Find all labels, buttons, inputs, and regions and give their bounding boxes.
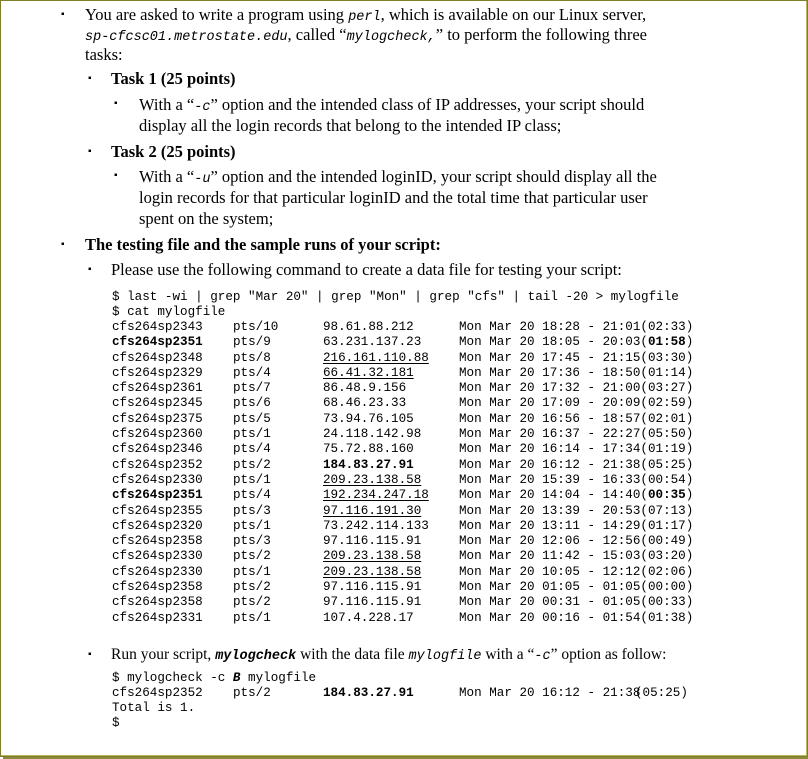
- log-date-cell: Mon Mar 20 17:32 - 21:00: [459, 381, 641, 396]
- run-option: -c: [534, 649, 551, 664]
- task2-option: -u: [194, 172, 211, 187]
- log-user-cell: cfs264sp2346: [112, 442, 203, 457]
- task1-heading: Task 1 (25 points): [111, 69, 236, 88]
- table-row: [112, 396, 693, 411]
- log-tty-cell: pts/8: [233, 350, 271, 365]
- log-duration-cell: (02:59): [640, 396, 694, 411]
- log-tty-cell: pts/9: [233, 335, 271, 350]
- log-tty-cell: pts/6: [233, 396, 271, 411]
- log-user-cell: cfs264sp2329: [112, 365, 203, 380]
- table-row: [112, 611, 693, 626]
- log-duration-cell: (02:01): [640, 411, 694, 426]
- intro-line-1: You are asked to write a program using perl, which is available on our Linux server,: [85, 5, 647, 25]
- log-ip-cell: 192.234.247.18: [323, 488, 429, 503]
- table-row: [112, 335, 693, 350]
- log-duration-cell: (00:33): [640, 595, 694, 610]
- log-table: [112, 320, 693, 626]
- table-row: [112, 595, 693, 610]
- log-tty-cell: pts/4: [233, 488, 271, 503]
- log-ip-cell: 73.242.114.133: [323, 518, 429, 533]
- command-line-1: $ last -wi | grep "Mar 20" | grep "Mon" | grep "cfs" | tail -20 > mylogfile: [112, 290, 679, 304]
- log-ip-cell: 66.41.32.181: [323, 365, 414, 380]
- log-date-cell: Mon Mar 20 13:11 - 14:29: [459, 518, 641, 533]
- log-tty-cell: pts/1: [233, 564, 271, 579]
- table-row: [112, 412, 693, 427]
- log-duration-cell: (01:38): [640, 610, 694, 625]
- log-date-cell: Mon Mar 20 00:16 - 01:54: [459, 610, 641, 625]
- task2-heading: Task 2 (25 points): [111, 142, 236, 161]
- log-duration-cell: (01:17): [640, 518, 694, 533]
- log-user-cell: cfs264sp2351: [112, 335, 203, 350]
- log-tty-cell: pts/7: [233, 381, 271, 396]
- log-tty-cell: pts/2: [233, 549, 271, 564]
- log-user-cell: cfs264sp2348: [112, 350, 203, 365]
- log-ip-cell: 24.118.142.98: [323, 427, 422, 442]
- log-ip-cell: 97.116.115.91: [323, 534, 422, 549]
- log-date-cell: Mon Mar 20 16:14 - 17:34: [459, 442, 641, 457]
- log-ip-cell: 97.116.115.91: [323, 580, 422, 595]
- log-ip-cell: 209.23.138.58: [323, 472, 422, 487]
- log-tty-cell: pts/3: [233, 503, 271, 518]
- log-ip-cell: 97.116.191.30: [323, 503, 422, 518]
- log-duration-cell: (00:54): [640, 472, 694, 487]
- log-ip-cell: 209.23.138.58: [323, 549, 422, 564]
- log-date-cell: Mon Mar 20 15:39 - 16:33: [459, 472, 641, 487]
- log-date-cell: Mon Mar 20 17:09 - 20:09: [459, 396, 641, 411]
- bullet-instruction: ▪: [88, 264, 92, 275]
- log-date-cell: Mon Mar 20 12:06 - 12:56: [459, 534, 641, 549]
- log-duration-cell: (01:14): [640, 365, 694, 380]
- log-user-cell: cfs264sp2358: [112, 580, 203, 595]
- table-row: [112, 504, 693, 519]
- log-user-cell: cfs264sp2352: [112, 457, 203, 472]
- log-date-cell: Mon Mar 20 01:05 - 01:05: [459, 580, 641, 595]
- bullet-testing: ▪: [61, 239, 65, 250]
- table-row: [112, 488, 693, 503]
- server-name: sp-cfcsc01.metrostate.edu: [85, 30, 288, 45]
- log-user-cell: cfs264sp2345: [112, 396, 203, 411]
- log-user-cell: cfs264sp2375: [112, 411, 203, 426]
- run-instruction: Run your script, mylogcheck with the data file mylogfile with a “-c” option as follow:: [111, 646, 667, 664]
- log-duration-cell: (03:20): [640, 549, 694, 564]
- log-ip-cell: 97.116.115.91: [323, 595, 422, 610]
- log-ip-cell: 86.48.9.156: [323, 381, 407, 396]
- log-date-cell: Mon Mar 20 18:05 - 20:03: [459, 335, 641, 350]
- run-file-name: mylogfile: [408, 649, 482, 664]
- log-user-cell: cfs264sp2320: [112, 518, 203, 533]
- log-tty-cell: pts/1: [233, 518, 271, 533]
- log-duration-cell: (02:06): [640, 564, 694, 579]
- log-date-cell: Mon Mar 20 16:56 - 18:57: [459, 411, 641, 426]
- task2-line-2: login records for that particular loginID and the total time that particular user: [139, 188, 648, 207]
- log-duration-cell: (00:35): [640, 488, 694, 503]
- bullet-task2-desc: ▪: [114, 170, 118, 181]
- run-command: $ mylogcheck -c B mylogfile: [112, 671, 317, 685]
- run-prompt: $: [112, 716, 120, 730]
- log-duration-cell: (05:25): [640, 457, 694, 472]
- log-date-cell: Mon Mar 20 11:42 - 15:03: [459, 549, 641, 564]
- log-duration-cell: (00:00): [640, 580, 694, 595]
- log-duration-cell: (00:49): [640, 534, 694, 549]
- table-row: [112, 534, 693, 549]
- log-user-cell: cfs264sp2360: [112, 427, 203, 442]
- log-date-cell: Mon Mar 20 18:28 - 21:01: [459, 320, 641, 334]
- log-duration-cell: (03:30): [640, 350, 694, 365]
- run-total: Total is 1.: [112, 701, 196, 715]
- table-row: [112, 427, 693, 442]
- log-duration-cell: (03:27): [640, 381, 694, 396]
- log-user-cell: cfs264sp2331: [112, 610, 203, 625]
- log-date-cell: Mon Mar 20 14:04 - 14:40: [459, 488, 641, 503]
- log-duration-cell: (01:19): [640, 442, 694, 457]
- table-row: [112, 458, 693, 473]
- log-ip-cell: 63.231.137.23: [323, 335, 422, 350]
- script-name: mylogcheck,: [346, 30, 436, 45]
- log-duration-cell: (01:58): [640, 335, 694, 350]
- table-row: [112, 320, 693, 335]
- table-row: [112, 580, 693, 595]
- table-row: [112, 366, 693, 381]
- task1-option: -c: [194, 100, 211, 115]
- log-user-cell: cfs264sp2358: [112, 595, 203, 610]
- log-ip-cell: 216.161.110.88: [323, 350, 429, 365]
- log-date-cell: Mon Mar 20 13:39 - 20:53: [459, 503, 641, 518]
- log-tty-cell: pts/1: [233, 427, 271, 442]
- log-tty-cell: pts/2: [233, 457, 271, 472]
- log-duration-cell: (05:50): [640, 427, 694, 442]
- log-user-cell: cfs264sp2343: [112, 320, 203, 334]
- bullet-task1-desc: ▪: [114, 98, 118, 109]
- bullet-run: ▪: [88, 649, 92, 660]
- log-ip-cell: 73.94.76.105: [323, 411, 414, 426]
- log-date-cell: Mon Mar 20 00:31 - 01:05: [459, 595, 641, 610]
- log-tty-cell: pts/1: [233, 610, 271, 625]
- bullet-intro: ▪: [61, 9, 65, 20]
- bullet-task1: ▪: [88, 73, 92, 84]
- table-row: [112, 519, 693, 534]
- log-ip-cell: 98.61.88.212: [323, 320, 414, 334]
- log-tty-cell: pts/3: [233, 534, 271, 549]
- log-tty-cell: pts/2: [233, 580, 271, 595]
- log-user-cell: cfs264sp2355: [112, 503, 203, 518]
- table-row: [112, 565, 693, 580]
- log-duration-cell: (02:33): [640, 320, 694, 334]
- intro-line-3: tasks:: [85, 45, 123, 64]
- table-row: [112, 442, 693, 457]
- log-user-cell: cfs264sp2361: [112, 381, 203, 396]
- table-row: [112, 381, 693, 396]
- table-row: [112, 549, 693, 564]
- log-date-cell: Mon Mar 20 17:36 - 18:50: [459, 365, 641, 380]
- testing-instruction: Please use the following command to create a data file for testing your script:: [111, 260, 622, 279]
- run-script-name: mylogcheck: [215, 649, 297, 664]
- table-row: [112, 351, 693, 366]
- log-ip-cell: 107.4.228.17: [323, 610, 414, 625]
- task1-line-1: With a “-c” option and the intended class of IP addresses, your script should: [139, 95, 645, 115]
- intro-line-2: sp-cfcsc01.metrostate.edu, called “mylogcheck,” to perform the following three: [85, 25, 647, 45]
- task2-line-1: With a “-u” option and the intended loginID, your script should display all the: [139, 167, 657, 187]
- log-tty-cell: pts/4: [233, 365, 271, 380]
- log-tty-cell: pts/5: [233, 411, 271, 426]
- task2-line-3: spent on the system;: [139, 209, 274, 228]
- log-ip-cell: 209.23.138.58: [323, 564, 422, 579]
- log-ip-cell: 68.46.23.33: [323, 396, 407, 411]
- log-user-cell: cfs264sp2330: [112, 549, 203, 564]
- log-tty-cell: pts/10: [233, 320, 279, 334]
- task1-line-2: display all the login records that belong to the intended IP class;: [139, 116, 562, 135]
- log-date-cell: Mon Mar 20 10:05 - 12:12: [459, 564, 641, 579]
- table-row: [112, 473, 693, 488]
- log-tty-cell: pts/1: [233, 472, 271, 487]
- log-tty-cell: pts/4: [233, 442, 271, 457]
- command-line-2: $ cat mylogfile: [112, 305, 226, 319]
- log-user-cell: cfs264sp2351: [112, 488, 203, 503]
- log-ip-cell: 75.72.88.160: [323, 442, 414, 457]
- testing-heading: The testing file and the sample runs of your script:: [85, 235, 441, 254]
- log-date-cell: Mon Mar 20 16:12 - 21:38: [459, 457, 641, 472]
- log-tty-cell: pts/2: [233, 595, 271, 610]
- log-user-cell: cfs264sp2330: [112, 472, 203, 487]
- bullet-task2: ▪: [88, 146, 92, 157]
- log-ip-cell: 184.83.27.91: [323, 457, 414, 472]
- log-user-cell: cfs264sp2358: [112, 534, 203, 549]
- lang-name: perl: [348, 10, 381, 25]
- log-date-cell: Mon Mar 20 16:37 - 22:27: [459, 427, 641, 442]
- run-output-row: cfs264sp2352 pts/2 184.83.27.91 Mon Mar 20 16:12 - 21:38(05:25): [112, 686, 688, 700]
- log-duration-cell: (07:13): [640, 503, 694, 518]
- log-user-cell: cfs264sp2330: [112, 564, 203, 579]
- log-date-cell: Mon Mar 20 17:45 - 21:15: [459, 350, 641, 365]
- run-class: B: [232, 671, 241, 685]
